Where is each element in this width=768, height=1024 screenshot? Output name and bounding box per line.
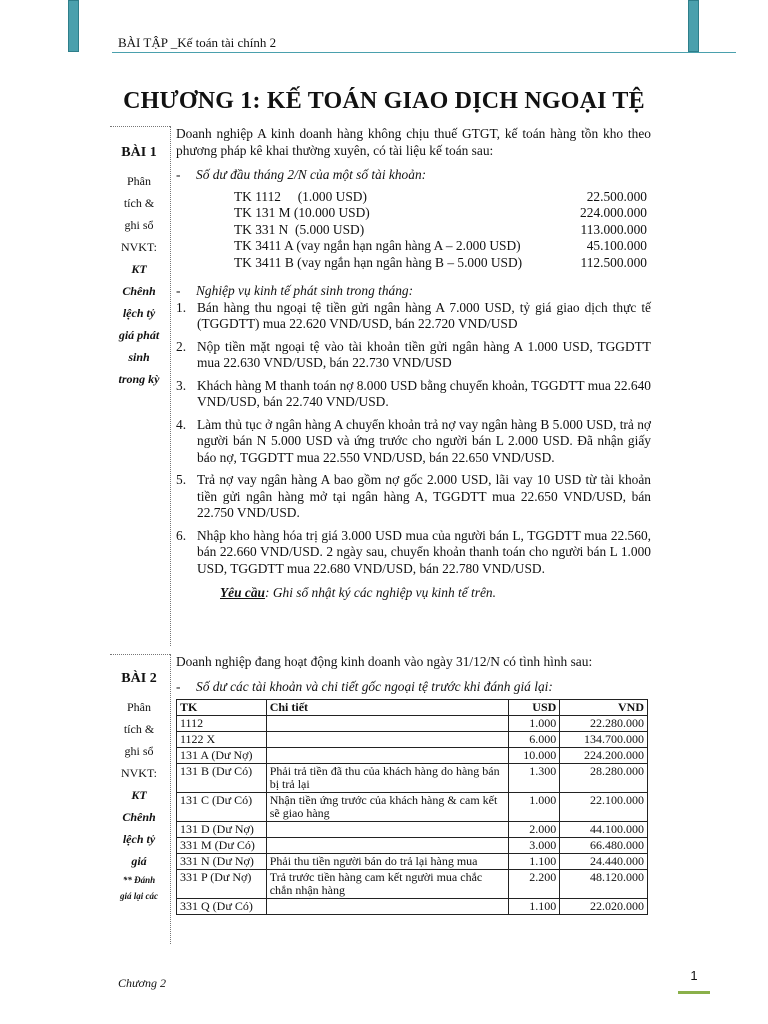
bai2-side-topic: giá <box>131 854 147 868</box>
account-cell: 331 P (Dư Nợ) <box>177 870 267 899</box>
usd-cell: 1.300 <box>509 764 560 793</box>
account-value: 224.000.000 <box>580 205 647 220</box>
account-value: 22.500.000 <box>586 188 647 204</box>
account-name: TK 3411 B (vay ngắn hạn ngân hàng B – 5.000 USD) <box>234 254 523 270</box>
vnd-cell: 28.280.000 <box>560 764 648 793</box>
bai1-side-topic: Chênh <box>122 284 156 298</box>
task-text: Nộp tiền mặt ngoại tệ vào tài khoản tiền gửi ngân hàng A 1.000 USD, TGGDTT mua 22.630 VND/USD, bán 22.730 VND/USD <box>197 338 651 370</box>
requirement-text: : Ghi sổ nhật ký các nghiệp vụ kinh tế trên. <box>265 585 496 600</box>
account-cell: 1112 <box>177 716 267 732</box>
usd-cell: 1.100 <box>509 899 560 915</box>
account-value: 112.500.000 <box>580 254 647 270</box>
right-page-tab <box>688 0 699 52</box>
usd-cell: 2.000 <box>509 822 560 838</box>
table-header-row <box>177 700 648 716</box>
bai1-intro: Doanh nghiệp A kinh doanh hàng không chịu thuế GTGT, kế toán hàng tồn kho theo phương pháp kê khai thường xuyên, có tài liệu kế toán sau: <box>176 126 651 158</box>
table-row <box>177 838 648 854</box>
table-row <box>177 732 648 748</box>
bai1-side-topic: giá phát <box>118 328 160 342</box>
chapter-title: CHƯƠNG 1: KẾ TOÁN GIAO DỊCH NGOẠI TỆ <box>123 88 645 114</box>
task-item <box>176 528 651 578</box>
usd-cell: 2.200 <box>509 870 560 899</box>
detail-cell <box>266 838 509 854</box>
task-item <box>176 417 651 467</box>
bai1-transactions-text: Nghiệp vụ kinh tế phát sinh trong tháng: <box>196 283 414 298</box>
account-name: TK 1112 (1.000 USD) <box>234 188 367 204</box>
table-row <box>177 793 648 822</box>
page-footer: Chương 2 <box>118 976 166 990</box>
task-text: Làm thủ tục ở ngân hàng A chuyển khoản trả nợ vay ngân hàng B 5.000 USD, trả nợ người bán N 5.000 USD và ứng trước cho người bán L 2.000 USD. Đã nhận giấy báo nợ, TGGDTT mua 22.550 VND/USD, bán 22.650 VND/USD. <box>197 416 651 465</box>
table-header-cell: TK <box>177 700 267 716</box>
table-row <box>177 716 648 732</box>
bai1-title: BÀI 1 <box>121 145 157 160</box>
account-cell: 331 N (Dư Nợ) <box>177 854 267 870</box>
bai2-balance-table <box>176 699 648 915</box>
page-header: BÀI TẬP _Kế toán tài chính 2 <box>118 35 277 50</box>
detail-cell <box>266 716 509 732</box>
requirement-label: Yêu cầu <box>220 585 266 600</box>
bai2-side-top-rule <box>110 654 170 655</box>
task-item <box>176 300 651 333</box>
task-text: Khách hàng M thanh toán nợ 8.000 USD bằng chuyển khoản, TGGDTT mua 22.640 VND/USD, bán 22.740 VND/USD. <box>197 377 651 409</box>
bai2-side-label <box>110 668 168 904</box>
account-value: 113.000.000 <box>580 221 647 237</box>
detail-cell: Phải trả tiền đã thu của khách hàng do hàng bán bị trả lại <box>266 764 509 793</box>
account-row <box>176 205 651 222</box>
dash-marker: - <box>176 283 181 298</box>
dash-marker: - <box>176 678 181 694</box>
task-number: 2. <box>176 338 187 354</box>
account-cell: 331 M (Dư Có) <box>177 838 267 854</box>
task-item <box>176 472 651 522</box>
bai2-side-topic: KT <box>131 788 147 802</box>
table-header-cell: USD <box>509 700 560 716</box>
header-rule <box>112 52 736 53</box>
vnd-cell: 24.440.000 <box>560 854 648 870</box>
bai2-side-note: giá lại các <box>120 891 158 901</box>
vnd-cell: 44.100.000 <box>560 822 648 838</box>
bai2-side-rule <box>170 654 171 944</box>
account-cell: 131 C (Dư Có) <box>177 793 267 822</box>
account-row <box>176 189 651 206</box>
detail-cell <box>266 899 509 915</box>
task-text: Bán hàng thu ngoại tệ tiền gửi ngân hàng A 7.000 USD, tỷ giá giao dịch thực tế (TGGDTT) mua 22.620 VND/USD, bán 22.720 VND/USD <box>197 299 651 331</box>
table-header-cell: VND <box>560 700 648 716</box>
bai1-account-list <box>176 189 651 272</box>
account-row <box>176 222 651 239</box>
dash-marker: - <box>176 167 181 182</box>
task-number: 1. <box>176 299 187 315</box>
vnd-cell: 66.480.000 <box>560 838 648 854</box>
bai1-side-line: ghi sổ <box>124 218 154 232</box>
vnd-cell: 22.020.000 <box>560 899 648 915</box>
bai2-side-note: ** Đánh <box>122 875 156 885</box>
task-text: Nhập kho hàng hóa trị giá 3.000 USD mua của người bán L, TGGDTT mua 22.560, bán 22.660 VND/USD. 2 ngày sau, chuyển khoản thanh toán cho người bán L 1.000 USD, TGGDTT mua 22.680 VND/USD, bán 22.780 VND/USD. <box>197 527 651 576</box>
table-header-cell: Chi tiết <box>266 700 509 716</box>
bai1-side-topic: lệch tỷ <box>122 306 156 320</box>
account-value: 45.100.000 <box>586 238 647 253</box>
table-row <box>177 764 648 793</box>
vnd-cell: 134.700.000 <box>560 732 648 748</box>
usd-cell: 3.000 <box>509 838 560 854</box>
usd-cell: 1.100 <box>509 854 560 870</box>
bai2-balances-heading <box>176 679 651 696</box>
bai2-title: BÀI 2 <box>121 671 157 686</box>
task-number: 6. <box>176 527 187 543</box>
detail-cell: Phải thu tiền người bán do trả lại hàng mua <box>266 854 509 870</box>
page-number: 1 <box>690 968 698 983</box>
bai1-content <box>176 126 651 602</box>
detail-cell: Nhận tiền ứng trước của khách hàng & cam kết sẽ giao hàng <box>266 793 509 822</box>
table-row <box>177 822 648 838</box>
bai1-side-rule <box>170 126 171 646</box>
bai1-opening-balances-text: Số dư đầu tháng 2/N của một số tài khoản: <box>196 167 427 182</box>
usd-cell: 1.000 <box>509 793 560 822</box>
bai1-side-line: tích & <box>123 196 155 210</box>
account-row <box>176 255 651 272</box>
detail-cell <box>266 732 509 748</box>
bai2-side-line: NVKT: <box>120 766 158 780</box>
vnd-cell: 48.120.000 <box>560 870 648 899</box>
bai1-opening-balances-heading <box>176 167 651 184</box>
bai2-balances-text: Số dư các tài khoản và chi tiết gốc ngoại tệ trước khi đánh giá lại: <box>196 678 553 694</box>
usd-cell: 10.000 <box>509 748 560 764</box>
detail-cell <box>266 822 509 838</box>
bai1-side-topic: trong kỳ <box>118 372 160 386</box>
usd-cell: 1.000 <box>509 716 560 732</box>
bai2-side-line: Phân <box>127 700 151 714</box>
bai1-side-top-rule <box>110 126 170 127</box>
bai1-requirement <box>176 585 651 602</box>
page-number-underline <box>678 991 710 994</box>
table-row <box>177 748 648 764</box>
vnd-cell: 22.280.000 <box>560 716 648 732</box>
account-cell: 331 Q (Dư Có) <box>177 899 267 915</box>
bai2-side-line: ghi sổ <box>124 744 154 758</box>
bai2-side-topic: lệch tỷ <box>122 832 156 846</box>
bai2-content <box>176 654 651 915</box>
vnd-cell: 224.200.000 <box>560 748 648 764</box>
table-row <box>177 854 648 870</box>
task-item <box>176 378 651 411</box>
account-cell: 131 D (Dư Nợ) <box>177 822 267 838</box>
task-number: 4. <box>176 416 187 432</box>
table-row <box>177 899 648 915</box>
task-item <box>176 339 651 372</box>
bai2-side-topic: Chênh <box>122 810 156 824</box>
account-name: TK 331 N (5.000 USD) <box>234 221 365 237</box>
bai1-side-topic: KT <box>131 262 147 276</box>
bai1-side-line: Phân <box>127 174 151 188</box>
bai1-side-line: NVKT: <box>120 240 158 254</box>
bai1-transactions-heading <box>176 283 651 300</box>
left-page-tab <box>68 0 79 52</box>
detail-cell <box>266 748 509 764</box>
task-number: 3. <box>176 377 187 393</box>
account-cell: 131 B (Dư Có) <box>177 764 267 793</box>
account-cell: 1122 X <box>177 732 267 748</box>
bai1-side-label <box>110 142 168 390</box>
table-row <box>177 870 648 899</box>
account-name: TK 3411 A (vay ngắn hạn ngân hàng A – 2.000 USD) <box>234 238 521 253</box>
task-text: Trả nợ vay ngân hàng A bao gồm nợ gốc 2.000 USD, lãi vay 10 USD từ tài khoản tiền gửi ngân hàng mở tại ngân hàng A, TGGDTT mua 22.650 VND/USD, bán 22.750 VND/USD. <box>197 472 651 520</box>
task-number: 5. <box>176 472 187 487</box>
bai2-intro: Doanh nghiệp đang hoạt động kinh doanh vào ngày 31/12/N có tình hình sau: <box>176 654 593 669</box>
account-name: TK 131 M (10.000 USD) <box>234 205 370 220</box>
vnd-cell: 22.100.000 <box>560 793 648 822</box>
bai1-side-topic: sinh <box>128 350 150 364</box>
detail-cell: Trả trước tiền hàng cam kết người mua chắc chắn nhận hàng <box>266 870 509 899</box>
bai2-side-line: tích & <box>123 722 155 736</box>
account-cell: 131 A (Dư Nợ) <box>177 748 267 764</box>
usd-cell: 6.000 <box>509 732 560 748</box>
account-row <box>176 238 651 255</box>
